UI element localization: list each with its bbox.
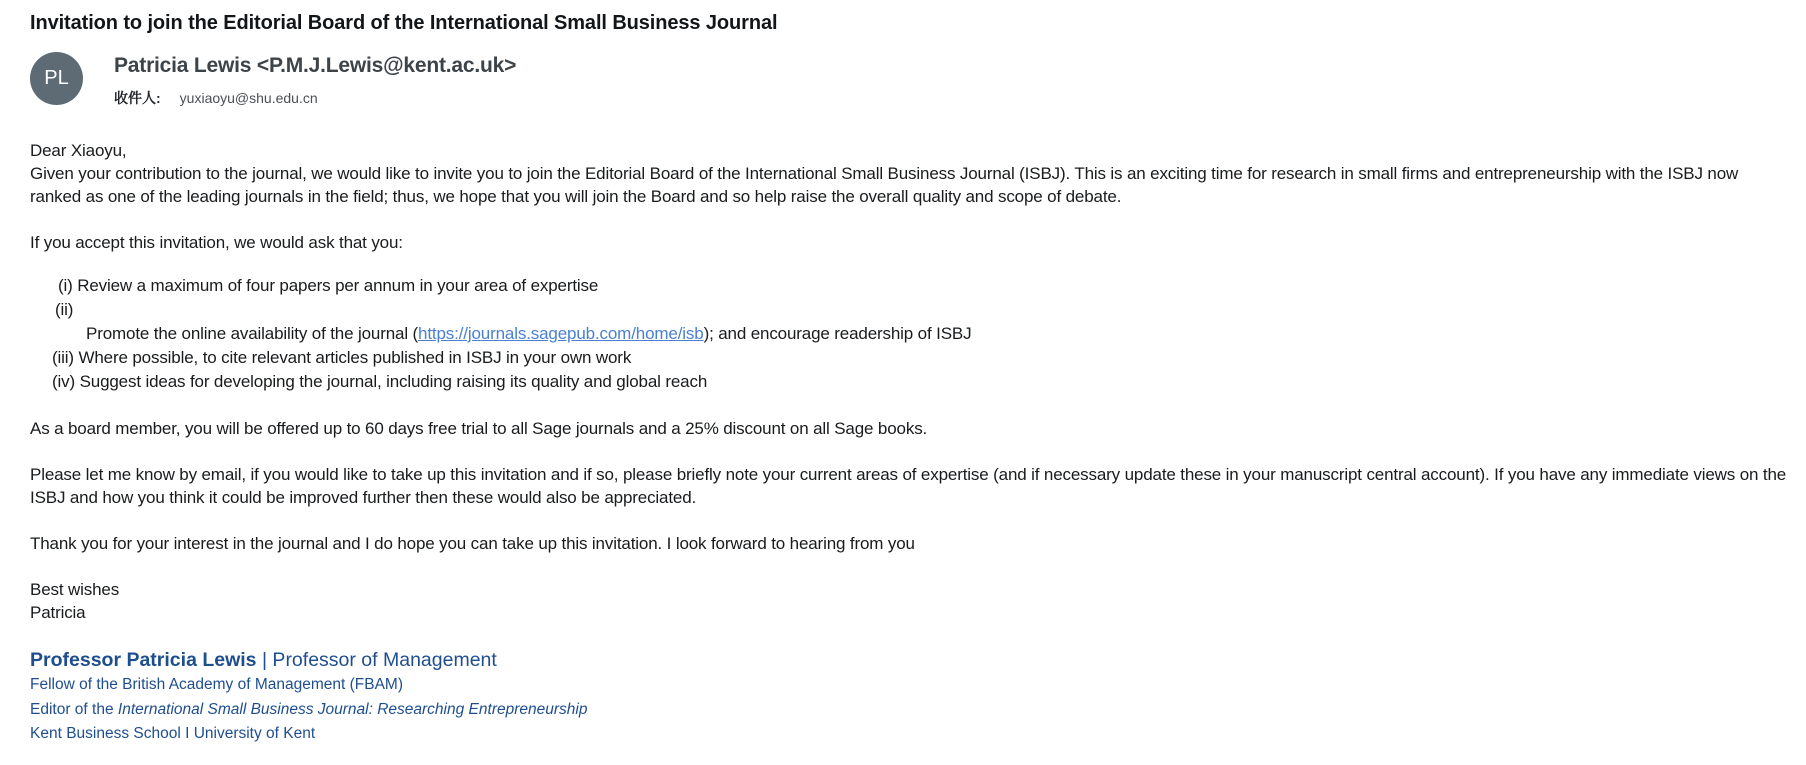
closing-block xyxy=(30,578,1792,624)
reply-request-paragraph: Please let me know by email, if you would like to take up this invitation and if so, please briefly note your current areas of expertise (and if necessary update these in your manuscript central account). If you have any immediate views on the ISBJ and how you think it could be improved further then these would also be appreciated. xyxy=(30,465,1787,507)
closing-line: Best wishes xyxy=(30,580,120,599)
ask-intro-paragraph: If you accept this invitation, we would ask that you: xyxy=(30,233,403,252)
board-benefits-paragraph: As a board member, you will be offered up to 60 days free trial to all Sage journals and a 25% discount on all Sage books. xyxy=(30,419,928,438)
recipient-email: yuxiaoyu@shu.edu.cn xyxy=(179,90,318,106)
invite-paragraph: Given your contribution to the journal, we would like to invite you to join the Editorial Board of the International Small Business Journal (ISBJ). This is an exciting time for research in small firms and entrepreneurship with the ISBJ now ranked as one of the leading journals in the field; thus, we hope that you will join the Board and so help raise the overall quality and scope of debate. xyxy=(30,164,1739,206)
signature-name: Professor Patricia Lewis xyxy=(30,649,257,671)
signature-affiliation: Kent Business School I University of Kent xyxy=(30,725,316,742)
sender-avatar[interactable]: PL xyxy=(30,52,83,105)
signature-editor-line xyxy=(30,698,1792,723)
sender-info xyxy=(114,52,516,108)
signature-name-title xyxy=(30,647,1792,673)
list-item-ii-post: ); and encourage readership of ISBJ xyxy=(703,324,972,343)
email-body xyxy=(30,139,1792,747)
email-signature xyxy=(30,647,1792,747)
email-subject: Invitation to join the Editorial Board of the International Small Business Journal xyxy=(30,12,778,34)
sender-name-email[interactable]: Patricia Lewis <P.M.J.Lewis@kent.ac.uk> xyxy=(114,54,517,77)
recipient-label: 收件人: xyxy=(114,90,161,106)
list-item-ii-marker: (ii) xyxy=(55,300,74,319)
list-item-i: (i) Review a maximum of four papers per annum in your area of expertise xyxy=(58,276,599,295)
recipient-row xyxy=(114,88,516,108)
list-item-iii: (iii) Where possible, to cite relevant articles published in ISBJ in your own work xyxy=(52,348,632,367)
signature-title: | Professor of Management xyxy=(256,649,497,671)
list-item-ii-pre: Promote the online availability of the journal ( xyxy=(86,324,419,343)
request-list xyxy=(30,274,1792,394)
signature-fellowship: Fellow of the British Academy of Management (FBAM) xyxy=(30,676,404,693)
closing-name: Patricia xyxy=(30,603,86,622)
email-header xyxy=(30,52,1792,108)
journal-homepage-link[interactable]: https://journals.sagepub.com/home/isb xyxy=(418,324,704,343)
signature-journal-name: International Small Business Journal: Researching Entrepreneurship xyxy=(117,700,588,718)
list-item-iv: (iv) Suggest ideas for developing the journal, including raising its quality and global reach xyxy=(52,372,708,391)
paragraph-greeting-invite xyxy=(30,139,1792,208)
signature-editor-prefix: Editor of the xyxy=(30,700,118,718)
thanks-paragraph: Thank you for your interest in the journal and I do hope you can take up this invitation. I look forward to hearing from you xyxy=(30,534,915,553)
list-item-ii-text xyxy=(30,322,1792,346)
greeting-line: Dear Xiaoyu, xyxy=(30,141,127,160)
